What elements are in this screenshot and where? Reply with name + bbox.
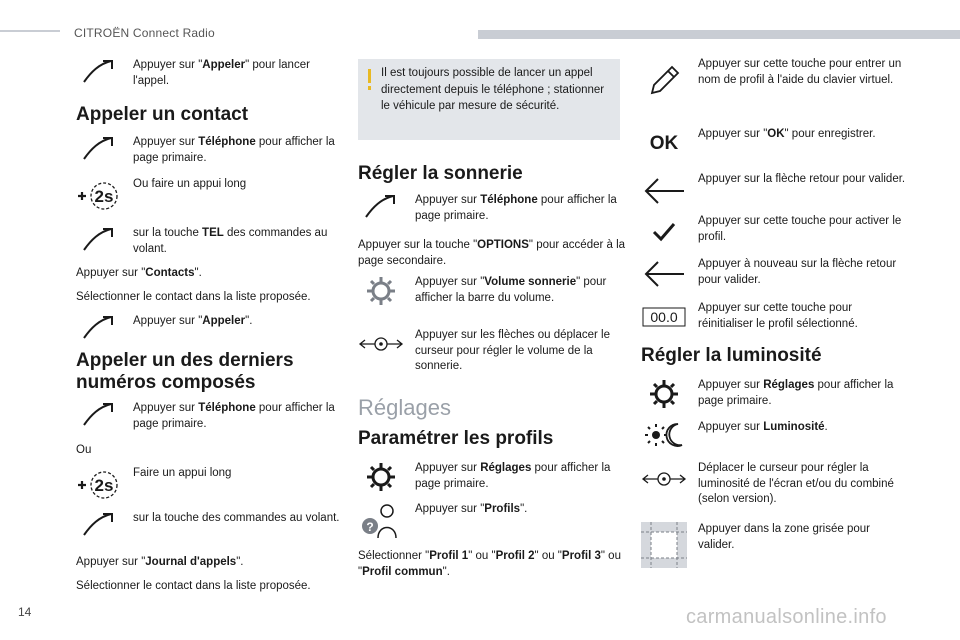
touch-hand-icon <box>76 401 122 435</box>
touch-hand-icon <box>76 58 122 92</box>
header-rule-left <box>0 30 60 32</box>
slider-arrows-icon <box>358 334 404 368</box>
page-header <box>0 0 960 40</box>
gear-icon <box>358 275 404 309</box>
icon-2s-label: 2s <box>94 187 114 206</box>
para-profil-selection: Sélectionner "Profil 1" ou "Profil 2" ou "Profil 3" ou "Profil commun". <box>358 550 621 578</box>
long-press-2s-icon <box>76 470 122 504</box>
touch-hand-icon <box>76 511 122 545</box>
back-arrow-icon <box>641 259 687 293</box>
section-title-reglages: Réglages <box>358 395 451 420</box>
profile-question-icon <box>358 502 404 536</box>
para-ou: Ou <box>76 444 92 456</box>
info-box <box>358 59 620 140</box>
grey-zone-icon <box>641 522 687 556</box>
touch-hand-icon <box>76 135 122 169</box>
sun-moon-icon <box>641 420 687 454</box>
para-selectionner-2: Sélectionner le contact dans la liste proposée. <box>76 580 311 592</box>
pencil-icon <box>641 63 687 97</box>
watermark: carmanualsonline.info <box>686 606 887 628</box>
para-options: Appuyer sur la touche "OPTIONS" pour accéder à la page secondaire. <box>358 239 626 267</box>
info-icon-dot <box>368 86 371 90</box>
svg-text:?: ? <box>366 520 374 534</box>
reset-icon-label: 00.0 <box>650 309 678 325</box>
ok-icon <box>641 131 687 165</box>
back-arrow-icon <box>641 176 687 210</box>
reset-icon <box>641 307 687 341</box>
heading-derniers-numeros: Appeler un des derniers numéros composés <box>76 350 294 393</box>
heading-parametrer-profils: Paramétrer les profils <box>358 428 554 449</box>
slider-arrows-icon <box>641 469 687 503</box>
para-contacts: Appuyer sur "Contacts". <box>76 267 202 279</box>
icon-2s-label: 2s <box>94 476 114 495</box>
info-icon <box>368 69 371 83</box>
touch-hand-icon <box>76 226 122 260</box>
heading-appeler-contact: Appeler un contact <box>76 104 249 125</box>
page-number: 14 <box>18 605 32 619</box>
heading-regler-sonnerie: Régler la sonnerie <box>358 163 523 184</box>
para-selectionner-1: Sélectionner le contact dans la liste proposée. <box>76 291 311 303</box>
gear-icon <box>641 378 687 412</box>
touch-hand-icon <box>358 193 404 227</box>
header-title: CITROËN Connect Radio <box>74 26 215 40</box>
checkmark-icon <box>641 220 687 254</box>
long-press-2s-icon <box>76 181 122 215</box>
ok-icon-label: OK <box>649 133 679 153</box>
para-journal: Appuyer sur "Journal d'appels". <box>76 556 244 568</box>
info-text: Il est toujours possible de lancer un appel directement depuis le téléphone ; stationner le véhicule par mesure de sécurité. <box>381 67 605 112</box>
gear-icon <box>358 461 404 495</box>
touch-hand-icon <box>76 314 122 348</box>
heading-regler-luminosite: Régler la luminosité <box>641 345 822 366</box>
header-rule-right <box>478 30 960 39</box>
